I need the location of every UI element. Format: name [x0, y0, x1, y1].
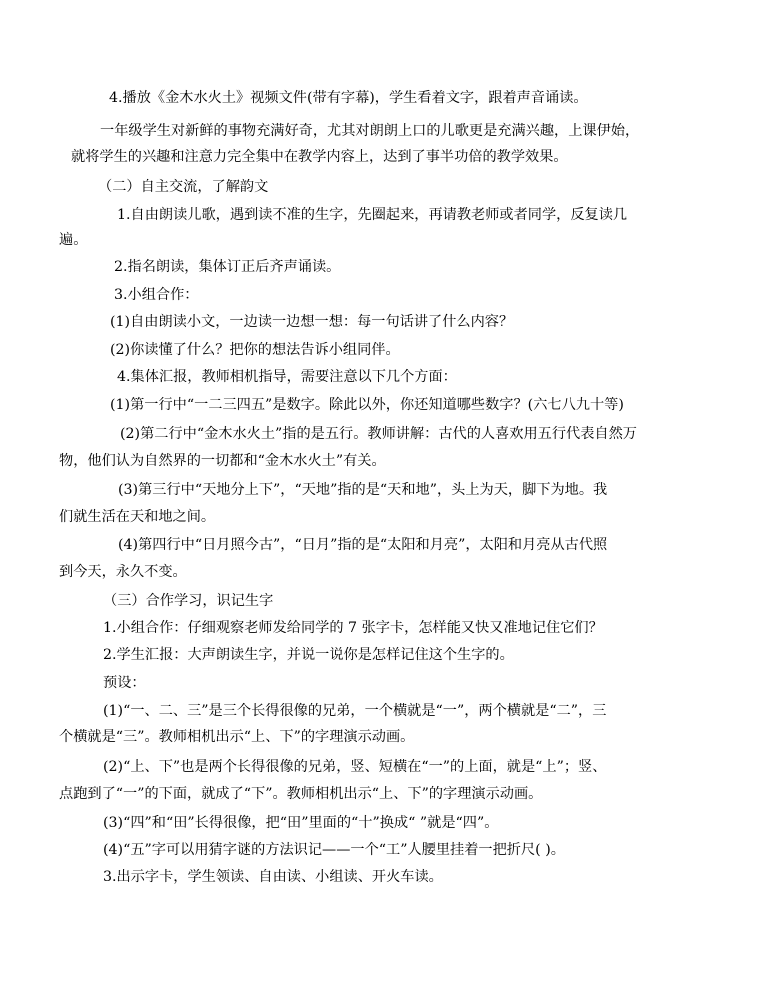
paragraph-line: 1.自由朗读儿歌，遇到读不准的生字，先圈起来，再请教老师或者同学，反复读几 — [117, 207, 628, 223]
paragraph-line: (1)自由朗读小文，一边读一边想一想：每一句话讲了什么内容？ — [110, 314, 514, 330]
paragraph-line: (3)第三行中“天地分上下”，“天地”指的是“天和地”，头上为天，脚下为地。我 — [118, 482, 608, 498]
paragraph-line: 3.小组合作： — [114, 287, 199, 303]
paragraph-line: 们就生活在天和地之间。 — [59, 509, 216, 525]
paragraph-line: 1.小组合作：仔细观察老师发给同学的 7 张字卡，怎样能又快又准地记住它们？ — [103, 620, 603, 636]
paragraph-line: 物，他们认为自然界的一切都和“金木水火土”有关。 — [59, 453, 386, 469]
paragraph-line: 4.播放《金木水火土》视频文件(带有字幕)，学生看着文字，跟着声音诵读。 — [109, 90, 588, 106]
paragraph-line: 预设： — [103, 675, 146, 691]
paragraph-line: (1)“一、二、三”是三个长得很像的兄弟，一个横就是“一”，两个横就是“二”，三 — [103, 703, 607, 719]
paragraph-line: 3.出示字卡，学生领读、自由读、小组读、开火车读。 — [103, 869, 443, 885]
section-heading: （二）自主交流，了解韵文 — [98, 179, 269, 195]
paragraph-line: 个横就是“三”。教师相机出示“上、下”的字理演示动画。 — [59, 729, 415, 745]
paragraph-line: 一年级学生对新鲜的事物充满好奇，尤其对朗朗上口的儿歌更是充满兴趣，上课伊始， — [100, 123, 640, 139]
section-heading: （三）合作学习，识记生字 — [103, 593, 274, 609]
paragraph-line: 遍。 — [59, 232, 88, 248]
paragraph-line: 4.集体汇报，教师相机指导，需要注意以下几个方面： — [117, 369, 457, 385]
paragraph-line: 点跑到了“一”的下面，就成了“下”。教师相机出示“上、下”的字理演示动画。 — [59, 786, 543, 802]
paragraph-line: (2)“上、下”也是两个长得很像的兄弟，竖、短横在“一”的上面，就是“上”；竖、 — [103, 759, 607, 775]
paragraph-line: 2.指名朗读，集体订正后齐声诵读。 — [114, 259, 341, 275]
paragraph-line: (2)第二行中“金木水火土”指的是五行。教师讲解：古代的人喜欢用五行代表自然万 — [120, 426, 637, 442]
paragraph-line: (3)“四”和“田”长得很像，把“田”里面的“十”换成“ ”就是“四”。 — [103, 815, 499, 831]
paragraph-line: 就将学生的兴趣和注意力完全集中在教学内容上，达到了事半功倍的教学效果。 — [71, 149, 568, 165]
paragraph-line: 到今天，永久不变。 — [59, 564, 187, 580]
paragraph-line: 2.学生汇报：大声朗读生字，并说一说你是怎样记住这个生字的。 — [103, 647, 514, 663]
paragraph-line: (4)“五”字可以用猜字谜的方法识记——一个“工”人腰里挂着一把折尺( )。 — [103, 842, 565, 858]
paragraph-line: (1)第一行中“一二三四五”是数字。除此以外，你还知道哪些数字？(六七八九十等) — [110, 397, 624, 413]
paragraph-line: (2)你读懂了什么？把你的想法告诉小组同伴。 — [110, 342, 400, 358]
paragraph-line: (4)第四行中“日月照今古”，“日月”指的是“太阳和月亮”，太阳和月亮从古代照 — [118, 537, 608, 553]
